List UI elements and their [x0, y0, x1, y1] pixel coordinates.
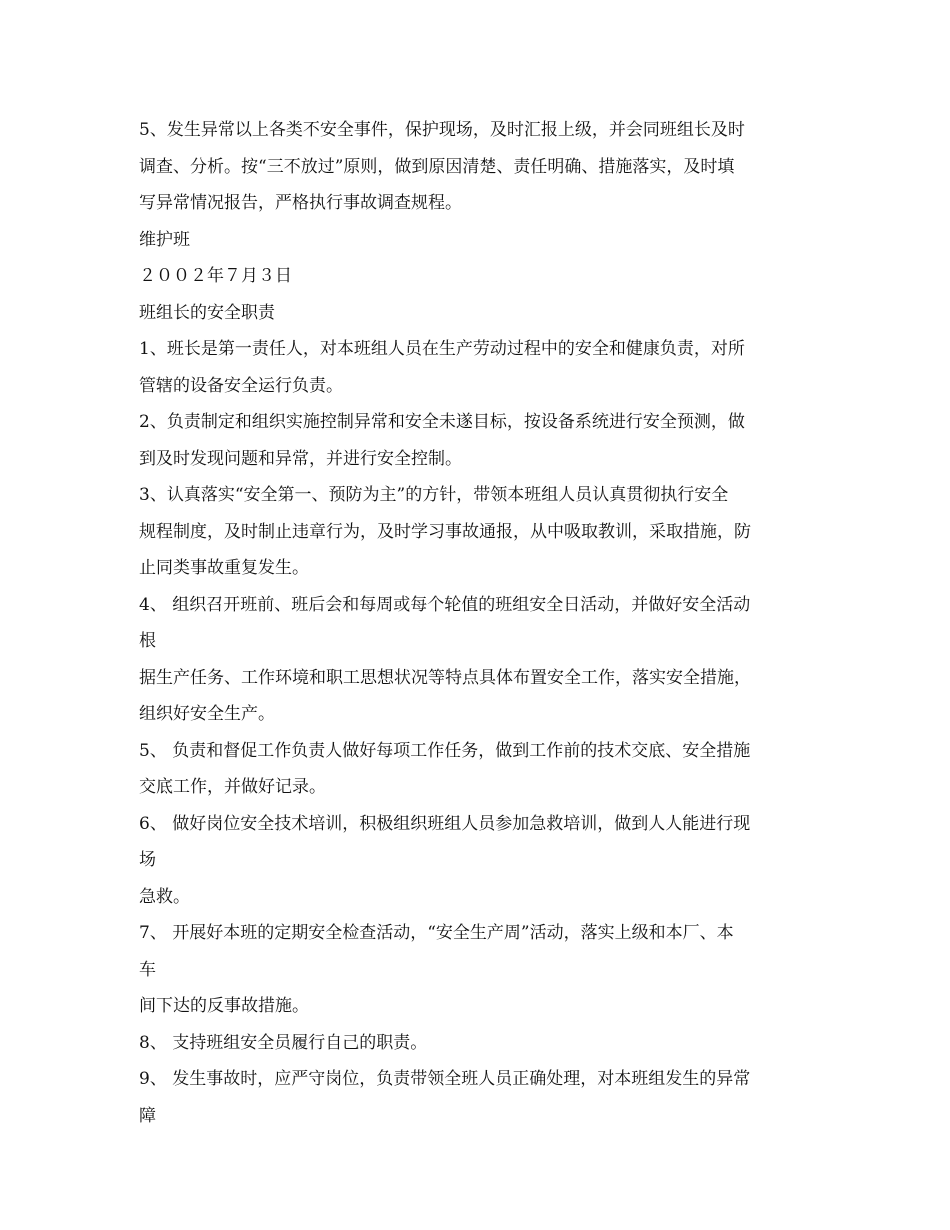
text-line: 管辖的设备安全运行负责。 — [139, 375, 343, 396]
text-line: 到及时发现问题和异常，并进行安全控制。 — [139, 448, 462, 469]
team-name: 维护班 — [139, 229, 190, 250]
text-line: 4、 组织召开班前、班后会和每周或每个轮值的班组安全日活动，并做好安全活动 — [139, 594, 751, 615]
text-line: 根 — [139, 631, 156, 651]
text-line: 交底工作，并做好记录。 — [139, 777, 326, 797]
section-heading: 班组长的安全职责 — [139, 302, 275, 323]
text-line: 车 — [139, 959, 156, 980]
text-line: 5、 负责和督促工作负责人做好每项工作任务，做到工作前的技术交底、安全措施 — [139, 740, 751, 761]
text-line: 止同类事故重复发生。 — [139, 558, 309, 578]
text-line: 障 — [139, 1105, 156, 1126]
text-line: 7、 开展好本班的定期安全检查活动，“安全生产周”活动，落实上级和本厂、本 — [139, 923, 734, 943]
text-line: 8、 支持班组安全员履行自己的职责。 — [139, 1032, 428, 1053]
text-line: 据生产任务、工作环境和职工思想状况等特点具体布置安全工作，落实安全措施， — [139, 667, 751, 688]
text-line: 急救。 — [139, 886, 190, 907]
text-line: 9、 发生事故时，应严守岗位，负责带领全班人员正确处理，对本班组发生的异常 — [139, 1069, 751, 1089]
text-line: 2、负责制定和组织实施控制异常和安全未遂目标，按设备系统进行安全预测，做 — [139, 412, 745, 432]
text-line: 调查、分析。按“三不放过”原则，做到原因清楚、责任明确、措施落实，及时填 — [139, 156, 735, 177]
text-line: 场 — [139, 850, 156, 870]
text-line: 规程制度，及时制止违章行为，及时学习事故通报，从中吸取教训，采取措施，防 — [139, 521, 751, 542]
text-line: 3、认真落实“安全第一、预防为主”的方针，带领本班组人员认真贯彻执行安全 — [139, 485, 729, 505]
text-line: 组织好安全生产。 — [139, 704, 275, 724]
text-line: 写异常情况报告，严格执行事故调查规程。 — [139, 193, 462, 213]
document-body — [139, 112, 819, 1134]
document-date: ２００２年７月３日 — [139, 266, 292, 286]
text-line: 6、 做好岗位安全技术培训，积极组织班组人员参加急救培训，做到人人能进行现 — [139, 813, 751, 834]
text-line: 间下达的反事故措施。 — [139, 996, 309, 1016]
text-line: 5、发生异常以上各类不安全事件，保护现场，及时汇报上级，并会同班组长及时 — [139, 120, 745, 140]
text-line: 1、班长是第一责任人，对本班组人员在生产劳动过程中的安全和健康负责，对所 — [139, 339, 745, 359]
